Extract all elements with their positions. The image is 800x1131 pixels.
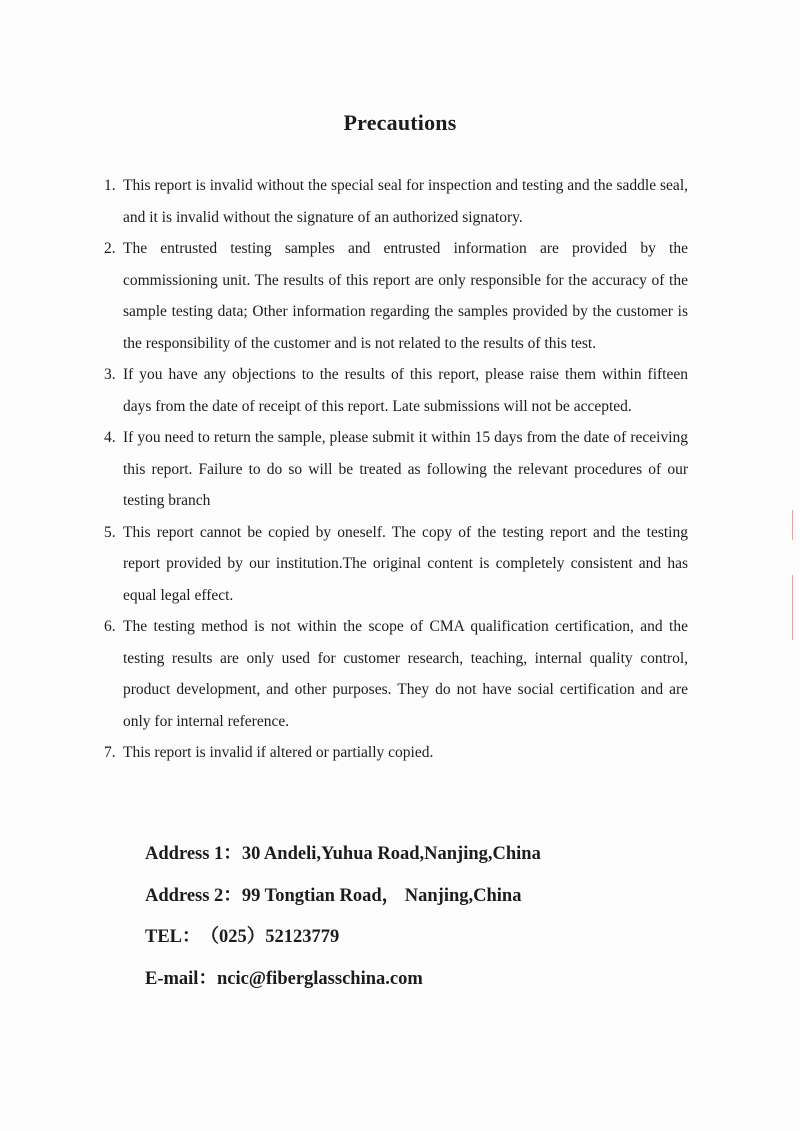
tel-value: （025）52123779	[200, 927, 340, 947]
address1-label: Address 1：	[145, 844, 242, 864]
item-number: 4.	[104, 429, 116, 446]
item-text: The testing method is not within the scope of CMA qualification certification, and the testing results are only used for customer research, teaching, internal quality control, product development, and other purposes. They do not have social certification and are only for internal reference.	[123, 618, 688, 730]
item-text: This report cannot be copied by oneself. The copy of the testing report and the testing report provided by our institution.The original content is completely consistent and has equal legal effect.	[123, 523, 688, 604]
seal-edge-mark	[792, 510, 793, 540]
list-item	[104, 737, 688, 769]
tel-line	[145, 917, 541, 959]
email-label: E-mail：	[145, 968, 217, 989]
item-number: 2.	[104, 240, 116, 257]
list-item	[104, 359, 688, 422]
list-item	[104, 611, 688, 737]
item-number: 6.	[104, 618, 116, 635]
address1-line	[145, 834, 541, 876]
address1-value: 30 Andeli,Yuhua Road,Nanjing,China	[241, 844, 541, 864]
contact-block	[145, 834, 541, 1000]
address2-value: 99 Tongtian Road， Nanjing,China	[241, 885, 522, 906]
list-item	[104, 170, 688, 233]
tel-label: TEL：	[145, 927, 201, 947]
item-text: The entrusted testing samples and entrusted information are provided by the commissioning unit. The results of this report are only responsible for the accuracy of the sample testing data; Other information regarding the samples provided by the customer is the responsibility of the customer and is not related to the results of this test.	[123, 240, 688, 352]
address2-line	[145, 876, 541, 918]
page-title: Precautions	[343, 110, 457, 135]
email-line	[145, 959, 541, 1001]
item-text: This report is invalid without the special seal for inspection and testing and the saddle seal, and it is invalid without the signature of an authorized signatory.	[123, 177, 688, 226]
item-number: 1.	[104, 177, 116, 194]
list-item	[104, 422, 688, 517]
item-number: 3.	[104, 366, 116, 383]
seal-edge-mark	[792, 575, 793, 615]
list-item	[104, 517, 688, 612]
item-text: If you have any objections to the results of this report, please raise them within fifteen days from the date of receipt of this report. Late submissions will not be accepted.	[123, 366, 688, 415]
seal-edge-mark	[792, 615, 793, 640]
item-number: 7.	[104, 744, 116, 761]
item-text: If you need to return the sample, please submit it within 15 days from the date of receiving this report. Failure to do so will be treated as following the relevant procedures of our testing branch	[123, 429, 688, 509]
email-value: ncic@fiberglasschina.com	[216, 968, 423, 989]
item-number: 5.	[104, 523, 116, 541]
precautions-list	[104, 170, 688, 769]
address2-label: Address 2：	[145, 885, 242, 906]
item-text: This report is invalid if altered or partially copied.	[123, 744, 434, 761]
list-item	[104, 233, 688, 359]
